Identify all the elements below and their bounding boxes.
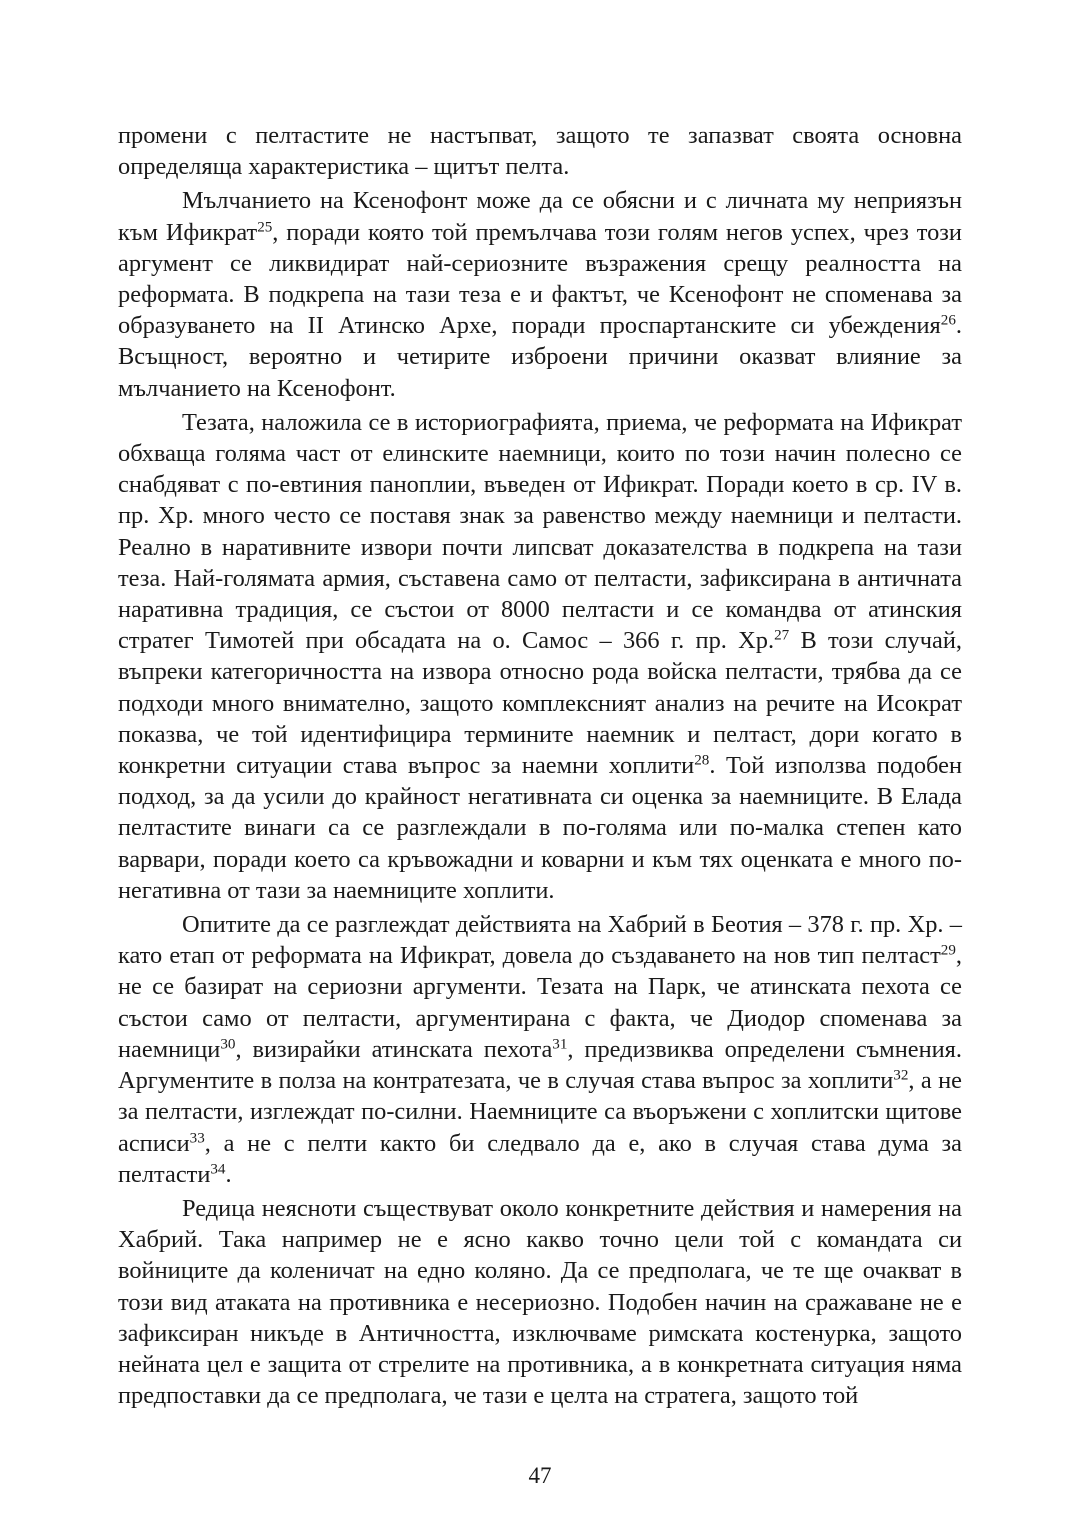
paragraph-text: , поради която той премълчава този голям негов успех, чрез този аргумент се ликвидират най-сериозните възражения срещу реалността на реформата. В подкрепа на тази теза е и фактът, че Ксенофонт не споменава за образуването на II Атинско Архе, поради проспартанските си убеждения	[118, 218, 962, 340]
paragraph	[118, 1193, 962, 1411]
paragraph-text: , не се базират на сериозни аргументи. Тезата на Парк, че атинската пехота се състои само от пелтасти, аргументирана с факта, че Диодор споменава за наемници	[118, 942, 962, 1063]
paragraph	[118, 407, 962, 906]
footnote-marker: 28	[694, 752, 710, 769]
paragraph-text: , а не за пелтасти, изглеждат по-силни. Наемниците са въоръжени с хоплитски щитове асписи	[118, 1067, 962, 1157]
paragraph	[118, 909, 962, 1190]
page-text-block	[118, 120, 962, 1414]
footnote-marker: 27	[774, 627, 790, 644]
footnote-marker: 34	[210, 1161, 226, 1178]
paragraph-text: , а не с пелти както би следвало да е, ако в случая става дума за пелтасти	[118, 1129, 962, 1188]
footnote-marker: 32	[893, 1067, 909, 1084]
paragraph-text: В този случай, въпреки категоричността на извора относно рода войска пелтасти, трябва да се подходи много внимателно, защото комплексният анализ на речите на Исократ показва, че той идентифицира термините наемник и пелтаст, дори когато в конкретни ситуации става въпрос за наемни хоплити	[118, 627, 963, 780]
paragraph	[118, 120, 962, 182]
footnote-marker: 26	[940, 312, 956, 329]
paragraph-text: . Той използва подобен подход, за да усили до крайност негативната си оценка за наемниците. В Елада пелтастите винаги са се разглеждали в по-голяма или по-малка степен като варвари, поради което са кръвожадни и коварни и към тях оценката е много по-негативна от тази за наемниците хоплити.	[118, 752, 962, 904]
paragraph-text: Тезата, наложила се в историографията, приема, че реформата на Ификрат обхваща голяма част от елинските наемници, които по този начин полесно се снабдяват с по-евтиния паноплии, въведен от Ификрат. Поради което в ср. IV в. пр. Хр. много често се поставя знак за равенство между наемници и пелтасти. Реално в наративните извори почти липсват доказателства в подкрепа на тази теза. Най-голямата армия, съставена само от пелтасти, зафиксирана в античната наративна традиция, се състои от 8000 пелтасти и се командва от атинския стратег Тимотей при обсадата на о. Самос – 366 г. пр. Хр.	[118, 408, 962, 655]
page-number: 47	[528, 1463, 552, 1488]
paragraph	[118, 185, 962, 403]
paragraph-text: . Всъщност, вероятно и четирите изброени причини оказват влияние за мълчанието на Ксенофонт.	[118, 312, 962, 402]
footnote-marker: 33	[189, 1130, 205, 1147]
footnote-marker: 30	[220, 1036, 236, 1053]
paragraph-text: промени с пелтастите не настъпват, защото те запазват своята основна определяща характеристика – щитът пелта.	[118, 122, 962, 181]
footnote-marker: 31	[552, 1036, 568, 1053]
paragraph-text: Редица неясноти съществуват около конкретните действия и намерения на Хабрий. Така например не е ясно какво точно цели той с командата си войниците да коленичат на едно коляно. Да се предполага, че те ще очакват в този вид атаката на противника е несериозно. Подобен начин на сражаване не е зафиксиран никъде в Античността, изключваме римската костенурка, защото нейната цел е защита от стрелите на противника, а в конкретната ситуация няма предпоставки да се предполага, че тази е целта на стратега, защото той	[118, 1194, 962, 1410]
paragraph-text: .	[225, 1160, 232, 1188]
paragraph-text: , предизвиква определени съмнения. Аргументите в полза на контратезата, че в случая става въпрос за хоплити	[118, 1035, 962, 1095]
paragraph-text: , визирайки атинската пехота	[235, 1035, 553, 1063]
paragraph-text: Мълчанието на Ксенофонт може да се обясни и с личната му неприязън към Ификрат	[118, 187, 962, 246]
footnote-marker: 25	[257, 219, 273, 236]
footnote-marker: 29	[940, 942, 956, 959]
paragraph-text: Опитите да се разглеждат действията на Хабрий в Беотия – 378 г. пр. Хр. – като етап от реформата на Ификрат, довела до създаването на нов тип пелтаст	[118, 911, 962, 970]
